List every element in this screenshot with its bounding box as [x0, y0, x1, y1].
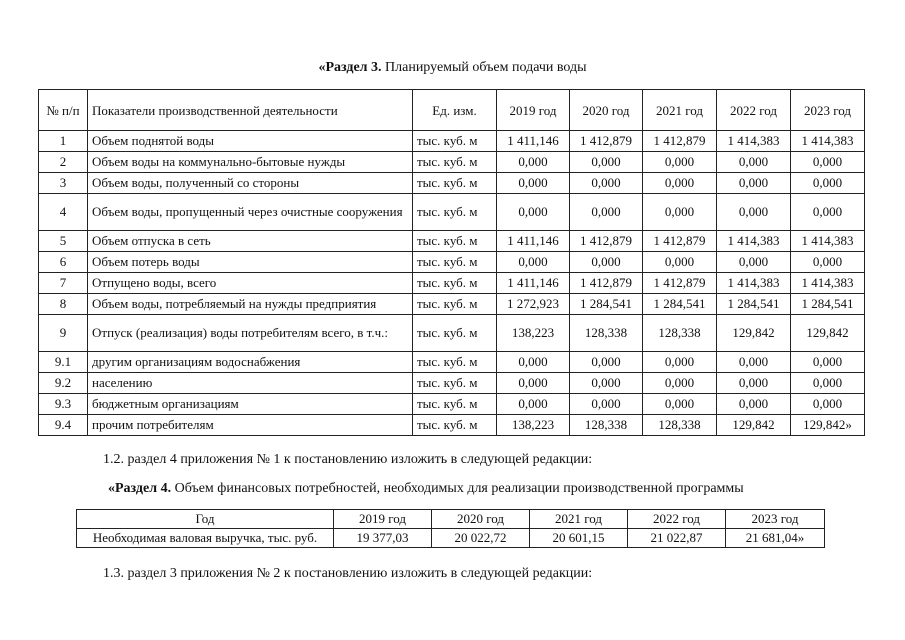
table-row	[39, 415, 865, 436]
value-cell: 138,223	[497, 415, 570, 436]
table-row	[77, 529, 825, 548]
value-cell: 1 411,146	[497, 131, 570, 152]
indicator-name: Объем потерь воды	[88, 252, 413, 273]
value-cell: 0,000	[570, 152, 643, 173]
value-cell: 0,000	[570, 373, 643, 394]
header-year-2022: 2022 год	[717, 90, 791, 131]
table-row	[39, 294, 865, 315]
paragraph-1-3: 1.3. раздел 3 приложения № 2 к постановлению изложить в следующей редакции:	[103, 566, 593, 581]
unit: тыс. куб. м	[413, 152, 497, 173]
indicator-name: Объем отпуска в сеть	[88, 231, 413, 252]
value-cell: 0,000	[497, 373, 570, 394]
value-cell: 0,000	[570, 194, 643, 231]
value-cell: 129,842	[791, 315, 865, 352]
water-supply-table	[38, 89, 865, 436]
unit: тыс. куб. м	[413, 231, 497, 252]
value-cell: 0,000	[791, 252, 865, 273]
header-year-2019: 2019 год	[497, 90, 570, 131]
revenue-2023: 21 681,04»	[726, 529, 825, 548]
unit: тыс. куб. м	[413, 373, 497, 394]
unit: тыс. куб. м	[413, 315, 497, 352]
value-cell: 0,000	[497, 173, 570, 194]
revenue-label: Необходимая валовая выручка, тыс. руб.	[77, 529, 334, 548]
value-cell: 0,000	[497, 152, 570, 173]
value-cell: 0,000	[643, 194, 717, 231]
value-cell: 1 284,541	[570, 294, 643, 315]
revenue-2019: 19 377,03	[334, 529, 432, 548]
indicator-name: бюджетным организациям	[88, 394, 413, 415]
value-cell: 0,000	[643, 373, 717, 394]
table-header-row	[39, 90, 865, 131]
financial-needs-table	[76, 509, 825, 548]
value-cell: 0,000	[570, 352, 643, 373]
value-cell: 1 284,541	[717, 294, 791, 315]
value-cell: 1 412,879	[570, 131, 643, 152]
table-row	[39, 231, 865, 252]
row-number: 2	[39, 152, 88, 173]
value-cell: 1 411,146	[497, 273, 570, 294]
table-row	[39, 273, 865, 294]
value-cell: 0,000	[497, 352, 570, 373]
unit: тыс. куб. м	[413, 252, 497, 273]
unit: тыс. куб. м	[413, 352, 497, 373]
header-year-2022: 2022 год	[628, 510, 726, 529]
unit: тыс. куб. м	[413, 194, 497, 231]
value-cell: 1 284,541	[791, 294, 865, 315]
row-number: 5	[39, 231, 88, 252]
indicator-name: прочим потребителям	[88, 415, 413, 436]
row-number: 9.1	[39, 352, 88, 373]
row-number: 3	[39, 173, 88, 194]
table-row	[39, 173, 865, 194]
indicator-name: населению	[88, 373, 413, 394]
header-year-label: Год	[77, 510, 334, 529]
value-cell: 0,000	[791, 373, 865, 394]
header-year-2020: 2020 год	[570, 90, 643, 131]
table-row	[39, 394, 865, 415]
value-cell: 128,338	[570, 415, 643, 436]
unit: тыс. куб. м	[413, 415, 497, 436]
row-number: 9.2	[39, 373, 88, 394]
value-cell: 0,000	[643, 352, 717, 373]
table-row	[39, 352, 865, 373]
value-cell: 1 412,879	[643, 273, 717, 294]
value-cell: 0,000	[643, 152, 717, 173]
value-cell: 0,000	[791, 194, 865, 231]
table-row	[39, 252, 865, 273]
table-row	[39, 152, 865, 173]
value-cell: 0,000	[791, 152, 865, 173]
value-cell: 0,000	[717, 252, 791, 273]
value-cell: 1 412,879	[570, 231, 643, 252]
value-cell: 129,842	[717, 415, 791, 436]
header-num: № п/п	[39, 90, 88, 131]
value-cell: 1 414,383	[791, 131, 865, 152]
value-cell: 0,000	[570, 394, 643, 415]
unit: тыс. куб. м	[413, 294, 497, 315]
section3-title-bold: «Раздел 3.	[318, 60, 382, 75]
section4-title	[108, 481, 744, 497]
value-cell: 0,000	[791, 173, 865, 194]
unit: тыс. куб. м	[413, 173, 497, 194]
header-year-2021: 2021 год	[530, 510, 628, 529]
header-year-2020: 2020 год	[432, 510, 530, 529]
value-cell: 129,842»	[791, 415, 865, 436]
value-cell: 1 414,383	[717, 273, 791, 294]
indicator-name: Объем воды, полученный со стороны	[88, 173, 413, 194]
indicator-name: Объем воды, пропущенный через очистные сооружения	[88, 194, 413, 231]
value-cell: 0,000	[717, 352, 791, 373]
row-number: 7	[39, 273, 88, 294]
header-unit: Ед. изм.	[413, 90, 497, 131]
value-cell: 1 411,146	[497, 231, 570, 252]
row-number: 1	[39, 131, 88, 152]
value-cell: 1 414,383	[717, 131, 791, 152]
header-indicator: Показатели производственной деятельности	[88, 90, 413, 131]
revenue-2020: 20 022,72	[432, 529, 530, 548]
value-cell: 1 412,879	[570, 273, 643, 294]
value-cell: 0,000	[717, 394, 791, 415]
section4-title-bold: «Раздел 4.	[108, 481, 172, 496]
header-year-2023: 2023 год	[791, 90, 865, 131]
section4-title-text: Объем финансовых потребностей, необходимых для реализации производственной программы	[171, 481, 744, 496]
value-cell: 0,000	[791, 394, 865, 415]
section3-title	[0, 60, 905, 76]
value-cell: 0,000	[497, 194, 570, 231]
indicator-name: другим организациям водоснабжения	[88, 352, 413, 373]
table-header-row	[77, 510, 825, 529]
value-cell: 138,223	[497, 315, 570, 352]
value-cell: 0,000	[570, 173, 643, 194]
table-row	[39, 194, 865, 231]
value-cell: 129,842	[717, 315, 791, 352]
paragraph-1-2: 1.2. раздел 4 приложения № 1 к постановлению изложить в следующей редакции:	[103, 452, 593, 467]
indicator-name: Отпущено воды, всего	[88, 273, 413, 294]
indicator-name: Объем воды, потребляемый на нужды предприятия	[88, 294, 413, 315]
value-cell: 128,338	[643, 415, 717, 436]
table-row	[39, 131, 865, 152]
value-cell: 1 414,383	[717, 231, 791, 252]
value-cell: 1 272,923	[497, 294, 570, 315]
header-year-2019: 2019 год	[334, 510, 432, 529]
header-year-2023: 2023 год	[726, 510, 825, 529]
table-row	[39, 315, 865, 352]
unit: тыс. куб. м	[413, 131, 497, 152]
section3-title-text: Планируемый объем подачи воды	[381, 60, 587, 75]
value-cell: 0,000	[717, 373, 791, 394]
value-cell: 1 414,383	[791, 273, 865, 294]
unit: тыс. куб. м	[413, 394, 497, 415]
row-number: 9.4	[39, 415, 88, 436]
value-cell: 128,338	[570, 315, 643, 352]
value-cell: 0,000	[643, 252, 717, 273]
value-cell: 1 284,541	[643, 294, 717, 315]
row-number: 6	[39, 252, 88, 273]
revenue-2021: 20 601,15	[530, 529, 628, 548]
value-cell: 128,338	[643, 315, 717, 352]
value-cell: 1 412,879	[643, 131, 717, 152]
value-cell: 1 412,879	[643, 231, 717, 252]
row-number: 9.3	[39, 394, 88, 415]
value-cell: 0,000	[791, 352, 865, 373]
row-number: 9	[39, 315, 88, 352]
unit: тыс. куб. м	[413, 273, 497, 294]
value-cell: 0,000	[717, 173, 791, 194]
value-cell: 0,000	[497, 252, 570, 273]
indicator-name: Объем воды на коммунально-бытовые нужды	[88, 152, 413, 173]
revenue-2022: 21 022,87	[628, 529, 726, 548]
value-cell: 0,000	[717, 194, 791, 231]
table-row	[39, 373, 865, 394]
indicator-name: Отпуск (реализация) воды потребителям всего, в т.ч.:	[88, 315, 413, 352]
value-cell: 0,000	[643, 394, 717, 415]
value-cell: 0,000	[497, 394, 570, 415]
row-number: 4	[39, 194, 88, 231]
row-number: 8	[39, 294, 88, 315]
value-cell: 0,000	[643, 173, 717, 194]
value-cell: 0,000	[717, 152, 791, 173]
value-cell: 1 414,383	[791, 231, 865, 252]
header-year-2021: 2021 год	[643, 90, 717, 131]
indicator-name: Объем поднятой воды	[88, 131, 413, 152]
value-cell: 0,000	[570, 252, 643, 273]
